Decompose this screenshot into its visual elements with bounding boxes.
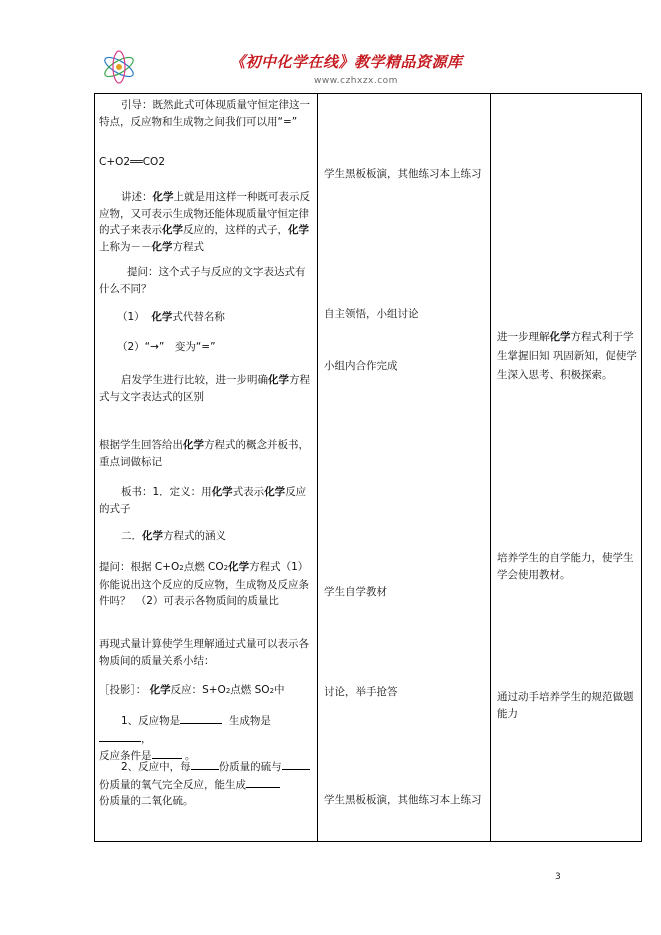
blank-field xyxy=(246,776,280,788)
student-activity-4: 学生自学教材 xyxy=(324,586,387,598)
design-intent-1: 进一步理解化学方程式利于学生掌握旧知 巩固新知，促使学生深入思考、积极探索。 xyxy=(497,331,637,381)
projection-text: ［投影］： 化学反应：S+O2点燃 SO2中 xyxy=(99,684,285,696)
equation-c-o2: C+O2══CO2 xyxy=(99,156,165,168)
blank-field xyxy=(282,758,310,770)
banner-url: www.czhxzx.com xyxy=(314,76,398,86)
lecture-text: 讲述：化学上就是用这样一种既可表示反应物，又可表示生成物还能体现质量守恒定律的式子来表示化学反应的，这样的式子，化学上称为－－化学方程式 xyxy=(99,191,310,253)
concept-text: 根据学生回答给出化学方程式的概念并板书，重点词做标记 xyxy=(99,439,309,468)
student-activity-1: 学生黑板板演，其他练习本上练习 xyxy=(324,168,482,180)
guide-text: 引导：既然此式可体现质量守恒定律这一特点，反应物和生成物之间我们可以用“=” xyxy=(99,99,310,128)
question-text: 提问：这个式子与反应的文字表达式有什么不同？ xyxy=(99,266,306,295)
lesson-table xyxy=(94,93,642,842)
student-activity-3: 小组内合作完成 xyxy=(324,360,398,372)
meaning-question: 提问：根据 C+O2点燃 CO2化学方程式（1）你能说出这个反应的反应物，生成物及反应条件吗？ （2）可表示各物质间的质量比 xyxy=(99,561,309,607)
difference-item-1: （1） 化学式代替名称 xyxy=(117,311,225,323)
column-divider xyxy=(317,94,318,841)
blank-field xyxy=(99,730,141,742)
exercise-2: 2、反应中，每 份质量的硫与 份质量的氧气完全反应，能生成 份质量的二氧化硫。 xyxy=(99,758,313,810)
summary-text: 再现式量计算使学生理解通过式量可以表示各物质间的质量关系小结： xyxy=(99,638,309,667)
page-number: 3 xyxy=(555,872,561,882)
compare-text: 启发学生进行比较，进一步明确化学方程式与文字表达式的区别 xyxy=(99,374,310,403)
design-intent-3: 通过动手培养学生的规范做题能力 xyxy=(497,691,634,720)
section-meaning-heading: 二．化学方程式的涵义 xyxy=(121,530,226,542)
exercise-1: 1、反应物是 生成物是， 反应条件是 。 xyxy=(99,712,311,765)
student-activity-5: 讨论，举手抢答 xyxy=(324,686,398,698)
blank-field xyxy=(191,758,219,770)
board-definition: 板书：1．定义：用化学式表示化学反应的式子 xyxy=(99,486,307,515)
blank-field xyxy=(180,712,222,724)
student-activity-2: 自主领悟，小组讨论 xyxy=(324,308,419,320)
student-activity-6: 学生黑板板演，其他练习本上练习 xyxy=(324,794,482,806)
banner-title: 《初中化学在线》教学精品资源库 xyxy=(230,53,463,71)
header-banner xyxy=(100,47,562,95)
atom-logo-icon xyxy=(100,47,138,87)
column-divider xyxy=(490,94,491,841)
design-intent-2: 培养学生的自学能力，使学生学会使用教材。 xyxy=(497,552,634,581)
difference-item-2: （2）“→” 变为“=” xyxy=(117,341,216,353)
